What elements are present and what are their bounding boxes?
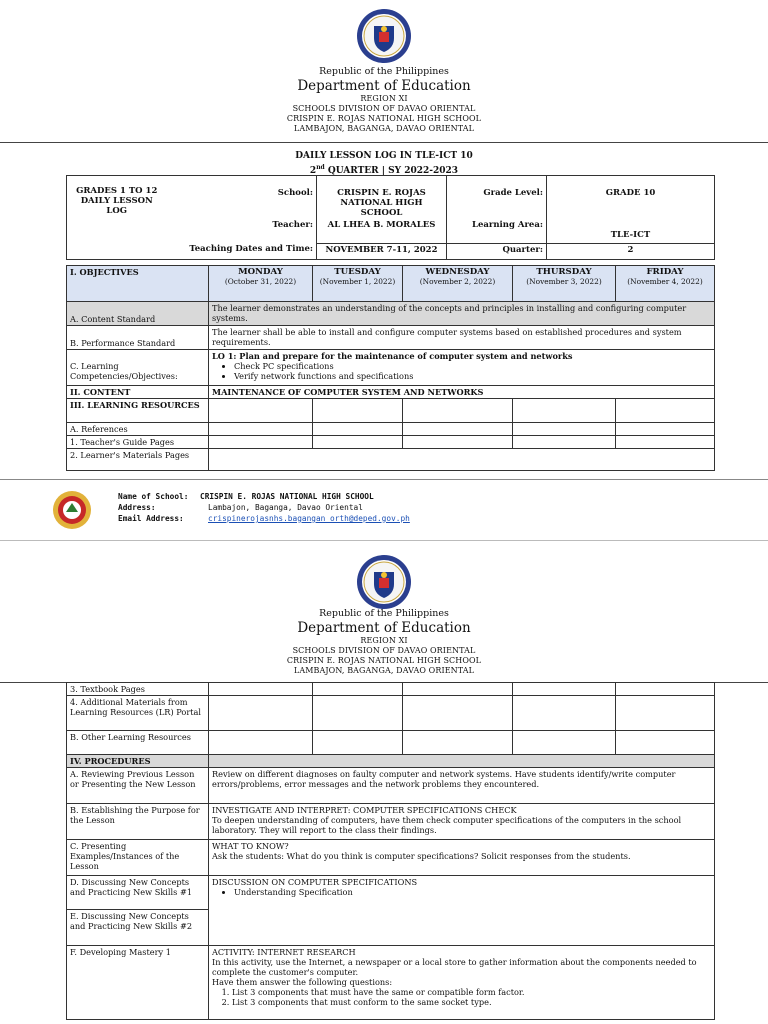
discussing-2-label: E. Discussing New Concepts and Practicing New Skills #2 [67, 910, 209, 946]
department-title: Department of Education [297, 620, 471, 636]
school-value: CRISPIN E. ROJAS NATIONAL HIGH SCHOOL [317, 176, 447, 220]
mastery-question: Have them answer the following questions: [212, 977, 393, 987]
purpose-label: B. Establishing the Purpose for the Lesson [67, 804, 209, 840]
teacher-label: Teacher: [167, 219, 317, 243]
textbook-label: 3. Textbook Pages [67, 683, 209, 696]
division-text: SCHOOLS DIVISION OF DAVAO ORIENTAL [292, 646, 476, 655]
email-link[interactable]: crispinerojasnhs.bagangan orth@deped.gov.ph [208, 514, 410, 523]
footer-name-row: Name of School: CRISPIN E. ROJAS NATIONAL HIGH SCHOOL [118, 492, 374, 501]
purpose-text: To deepen understanding of computers, have them check computer specifications of the computers in the school laboratory. They will report to the class their findings. [212, 815, 682, 835]
mastery-item: 2. List 3 components that must conform to the same socket type. [232, 997, 711, 1007]
footer-email-row: Email Address: crispinerojasnhs.bagangan orth@deped.gov.ph [118, 514, 410, 523]
header-rule [0, 142, 768, 143]
footer-address-row: Address: Lambajon, Baganga, Davao Oriental [118, 503, 363, 512]
additional-materials-label: 4. Additional Materials from Learning Resources (LR) Portal [67, 696, 209, 731]
objectives-heading: I. OBJECTIVES [67, 266, 209, 302]
mastery-text: In this activity, use the Internet, a newspaper or a local store to gather information about the components needed to complete the customer's computer. [212, 957, 697, 977]
region-text: REGION XI [360, 636, 408, 645]
log-title [0, 151, 768, 177]
teachers-guide-label: 1. Teacher's Guide Pages [67, 436, 209, 449]
school-footer [0, 486, 768, 536]
references-label: A. References [67, 423, 209, 436]
school-text: CRISPIN E. ROJAS NATIONAL HIGH SCHOOL [286, 114, 482, 123]
lo-text: LO 1: Plan and prepare for the maintenance of computer system and networks [212, 351, 573, 361]
page-break-rule [0, 479, 768, 480]
performance-standard-text: The learner shall be able to install and configure computer systems based on established procedures and system requirements. [209, 326, 715, 350]
day-tuesday: TUESDAY (November 1, 2022) [313, 266, 403, 302]
page-two [0, 548, 768, 1024]
division-text: SCHOOLS DIVISION OF DAVAO ORIENTAL [292, 104, 476, 113]
mastery-label: F. Developing Mastery 1 [67, 946, 209, 1020]
letterhead [0, 66, 768, 134]
teacher-value: AL LHEA B. MORALES [317, 219, 447, 243]
log-label: GRADES 1 TO 12 DAILY LESSON LOG [67, 176, 167, 260]
presenting-label: C. Presenting Examples/Instances of the Lesson [67, 840, 209, 876]
competency-item: • Verify network functions and specifications [234, 371, 711, 381]
content-label: II. CONTENT [67, 386, 209, 399]
purpose-title: INVESTIGATE AND INTERPRET: COMPUTER SPECIFICATIONS CHECK [212, 805, 517, 815]
region-text: REGION XI [360, 94, 408, 103]
letterhead [0, 608, 768, 676]
quarter-value: 2 [547, 243, 715, 259]
purpose-cell [209, 804, 715, 840]
other-resources-label: B. Other Learning Resources [67, 731, 209, 755]
grade-value: GRADE 10 [547, 176, 715, 220]
day-friday: FRIDAY (November 4, 2022) [616, 266, 715, 302]
competencies-cell [209, 350, 715, 386]
procedures-table [66, 682, 715, 1020]
address-text: LAMBAJON, BAGANGA, DAVAO ORIENTAL [293, 666, 475, 675]
department-title: Department of Education [297, 78, 471, 94]
presenting-cell [209, 840, 715, 876]
school-text: CRISPIN E. ROJAS NATIONAL HIGH SCHOOL [286, 656, 482, 665]
dates-label: Teaching Dates and Time: [167, 243, 317, 259]
day-wednesday: WEDNESDAY (November 2, 2022) [403, 266, 513, 302]
learners-materials-label: 2. Learner's Materials Pages [67, 449, 209, 471]
objectives-table [66, 265, 715, 471]
address-text: LAMBAJON, BAGANGA, DAVAO ORIENTAL [293, 124, 475, 133]
content-standard-text: The learner demonstrates an understanding of the concepts and principles in installing and configuring computer systems. [209, 302, 715, 326]
performance-standard-label: B. Performance Standard [67, 326, 209, 350]
school-logo-icon [52, 490, 92, 530]
grade-label: Grade Level: [447, 176, 547, 220]
mastery-title: ACTIVITY: INTERNET RESEARCH [212, 947, 356, 957]
review-text: Review on different diagnoses on faulty computer and network systems. Have students identify/write computer errors/problems, error messages and the network problems they encountered. [209, 768, 715, 804]
competency-item: • Check PC specifications [234, 361, 711, 371]
deped-seal-icon [356, 8, 412, 64]
info-table [66, 175, 715, 260]
mastery-item: 1. List 3 components that must have the same or compatible form factor. [232, 987, 711, 997]
discussing-title: DISCUSSION ON COMPUTER SPECIFICATIONS [212, 877, 418, 887]
page-gap-rule [0, 540, 768, 541]
day-monday: MONDAY (October 31, 2022) [209, 266, 313, 302]
discussing-item: • Understanding Specification [234, 887, 711, 897]
page-one [0, 0, 768, 478]
resources-label: III. LEARNING RESOURCES [67, 399, 209, 423]
review-label: A. Reviewing Previous Lesson or Presenting the New Lesson [67, 768, 209, 804]
republic-text: Republic of the Philippines [319, 66, 449, 77]
mastery-cell [209, 946, 715, 1020]
procedures-heading: IV. PROCEDURES [67, 755, 209, 768]
title-line-2: 2nd QUARTER | SY 2022-2023 [309, 164, 459, 176]
quarter-label: Quarter: [447, 243, 547, 259]
day-thursday: THURSDAY (November 3, 2022) [513, 266, 616, 302]
dates-value: NOVEMBER 7-11, 2022 [317, 243, 447, 259]
content-text: MAINTENANCE OF COMPUTER SYSTEM AND NETWORKS [209, 386, 715, 399]
discussing-cell [209, 876, 715, 946]
competencies-label: C. Learning Competencies/Objectives: [67, 350, 209, 386]
discussing-1-label: D. Discussing New Concepts and Practicing New Skills #1 [67, 876, 209, 910]
presenting-title: WHAT TO KNOW? [212, 841, 289, 851]
area-label: Learning Area: [447, 219, 547, 243]
school-label: School: [167, 176, 317, 220]
title-line-1: DAILY LESSON LOG IN TLE-ICT 10 [295, 151, 473, 161]
content-standard-label: A. Content Standard [67, 302, 209, 326]
republic-text: Republic of the Philippines [319, 608, 449, 619]
area-value: TLE-ICT [547, 219, 715, 243]
presenting-text: Ask the students: What do you think is computer specifications? Solicit responses from the students. [212, 851, 631, 861]
deped-seal-icon [356, 554, 412, 610]
